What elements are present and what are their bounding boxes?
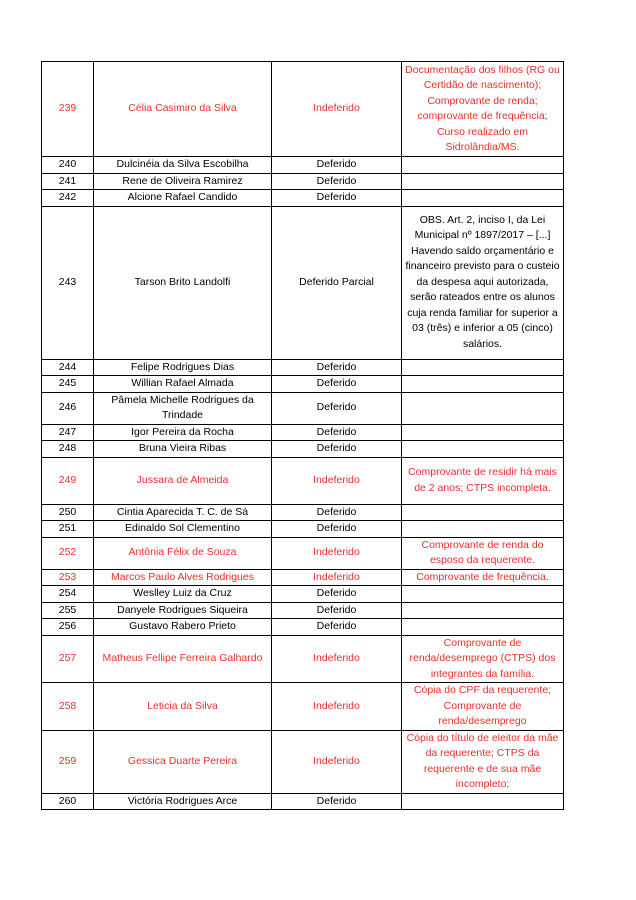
observation-cell [402, 173, 564, 190]
applicant-name-cell: Igor Pereira da Rocha [94, 424, 272, 441]
applicant-name-cell: Jussara de Almeida [94, 457, 272, 504]
observation-cell [402, 190, 564, 207]
status-cell: Indeferido [272, 730, 402, 793]
applicant-name-cell: Alcione Rafael Candido [94, 190, 272, 207]
row-number-cell: 241 [42, 173, 94, 190]
applicant-name-cell: Cintia Aparecida T. C. de Sá [94, 504, 272, 521]
row-number-cell: 252 [42, 537, 94, 569]
table-row [42, 392, 564, 424]
applicant-name-cell: Gustavo Rabero Prieto [94, 619, 272, 636]
row-number-cell: 260 [42, 793, 94, 810]
applicant-name-cell: Célia Casimiro da Silva [94, 62, 272, 157]
applicant-name-cell: Felipe Rodrigues Dias [94, 359, 272, 376]
observation-cell: Comprovante de frequência. [402, 569, 564, 586]
observation-cell [402, 521, 564, 538]
observation-cell [402, 392, 564, 424]
applicant-name-cell: Tarson Brito Landolfi [94, 206, 272, 359]
applicant-name-cell: Antônia Félix de Souza [94, 537, 272, 569]
status-cell: Deferido [272, 521, 402, 538]
applicant-name-cell: Marcos Paulo Alves Rodrigues [94, 569, 272, 586]
applicant-name-cell: Matheus Fellipe Ferreira Galhardo [94, 635, 272, 683]
table-row [42, 619, 564, 636]
table-row [42, 683, 564, 731]
row-number-cell: 246 [42, 392, 94, 424]
row-number-cell: 257 [42, 635, 94, 683]
row-number-cell: 248 [42, 441, 94, 458]
row-number-cell: 244 [42, 359, 94, 376]
row-number-cell: 243 [42, 206, 94, 359]
applicant-name-cell: Willian Rafael Almada [94, 376, 272, 393]
status-cell: Deferido [272, 602, 402, 619]
status-cell: Deferido [272, 619, 402, 636]
status-cell: Indeferido [272, 457, 402, 504]
row-number-cell: 242 [42, 190, 94, 207]
observation-cell [402, 424, 564, 441]
table-row [42, 602, 564, 619]
status-cell: Deferido [272, 157, 402, 174]
observation-cell: OBS. Art. 2, inciso I, da Lei Municipal nº 1897/2017 – [...] Havendo saldo orçamentário e financeiro previsto para o custeio da despesa aqui autorizada, serão rateados entre os alunos cuja renda familiar for superior a 03 (três) e inferior a 05 (cinco) salários. [402, 206, 564, 359]
table-row [42, 537, 564, 569]
applicant-name-cell: Gessica Duarte Pereira [94, 730, 272, 793]
observation-cell [402, 157, 564, 174]
table-row [42, 635, 564, 683]
status-cell: Indeferido [272, 635, 402, 683]
status-cell: Indeferido [272, 62, 402, 157]
applicant-name-cell: Dulcinéia da Silva Escobilha [94, 157, 272, 174]
status-cell: Deferido [272, 424, 402, 441]
row-number-cell: 239 [42, 62, 94, 157]
row-number-cell: 254 [42, 586, 94, 603]
table-row [42, 62, 564, 157]
applicant-name-cell: Edinaldo Sol Clementino [94, 521, 272, 538]
observation-cell [402, 376, 564, 393]
table-row [42, 359, 564, 376]
status-cell: Deferido [272, 441, 402, 458]
table-row [42, 206, 564, 359]
observation-cell [402, 619, 564, 636]
results-table-body [42, 62, 564, 810]
observation-cell [402, 793, 564, 810]
row-number-cell: 258 [42, 683, 94, 731]
row-number-cell: 249 [42, 457, 94, 504]
status-cell: Deferido [272, 173, 402, 190]
applicant-name-cell: Pâmela Michelle Rodrigues da Trindade [94, 392, 272, 424]
status-cell: Deferido [272, 586, 402, 603]
applicant-name-cell: Rene de Oliveira Ramirez [94, 173, 272, 190]
observation-cell [402, 586, 564, 603]
observation-cell [402, 359, 564, 376]
row-number-cell: 240 [42, 157, 94, 174]
status-cell: Indeferido [272, 569, 402, 586]
row-number-cell: 251 [42, 521, 94, 538]
row-number-cell: 256 [42, 619, 94, 636]
observation-cell: Documentação dos filhos (RG ou Certidão de nascimento); Comprovante de renda; comprovante de frequência; Curso realizado em Sidrolândia/MS. [402, 62, 564, 157]
row-number-cell: 253 [42, 569, 94, 586]
observation-cell: Cópia do CPF da requerente; Comprovante de renda/desemprego [402, 683, 564, 731]
status-cell: Deferido [272, 376, 402, 393]
row-number-cell: 247 [42, 424, 94, 441]
observation-cell: Comprovante de renda do esposo da requerente. [402, 537, 564, 569]
status-cell: Deferido [272, 359, 402, 376]
table-row [42, 793, 564, 810]
status-cell: Indeferido [272, 683, 402, 731]
applicant-name-cell: Victória Rodrigues Arce [94, 793, 272, 810]
status-cell: Deferido Parcial [272, 206, 402, 359]
observation-cell: Comprovante de renda/desemprego (CTPS) dos integrantes da família. [402, 635, 564, 683]
observation-cell: Cópia do título de eleitor da mãe da requerente; CTPS da requerente e de sua mãe incompleto; [402, 730, 564, 793]
table-row [42, 521, 564, 538]
status-cell: Deferido [272, 793, 402, 810]
table-row [42, 157, 564, 174]
applicant-name-cell: Danyele Rodrigues Siqueira [94, 602, 272, 619]
table-row [42, 441, 564, 458]
observation-cell [402, 441, 564, 458]
table-row [42, 190, 564, 207]
table-row [42, 569, 564, 586]
table-row [42, 424, 564, 441]
table-row [42, 173, 564, 190]
table-row [42, 457, 564, 504]
observation-cell [402, 504, 564, 521]
observation-cell: Comprovante de residir há mais de 2 anos; CTPS incompleta. [402, 457, 564, 504]
observation-cell [402, 602, 564, 619]
row-number-cell: 250 [42, 504, 94, 521]
applicant-name-cell: Weslley Luiz da Cruz [94, 586, 272, 603]
applicant-name-cell: Bruna Vieira Ribas [94, 441, 272, 458]
table-row [42, 504, 564, 521]
status-cell: Indeferido [272, 537, 402, 569]
table-row [42, 586, 564, 603]
table-row [42, 730, 564, 793]
applicant-name-cell: Leticia da Silva [94, 683, 272, 731]
status-cell: Deferido [272, 504, 402, 521]
row-number-cell: 245 [42, 376, 94, 393]
table-row [42, 376, 564, 393]
status-cell: Deferido [272, 392, 402, 424]
results-table [41, 61, 564, 810]
row-number-cell: 255 [42, 602, 94, 619]
row-number-cell: 259 [42, 730, 94, 793]
status-cell: Deferido [272, 190, 402, 207]
